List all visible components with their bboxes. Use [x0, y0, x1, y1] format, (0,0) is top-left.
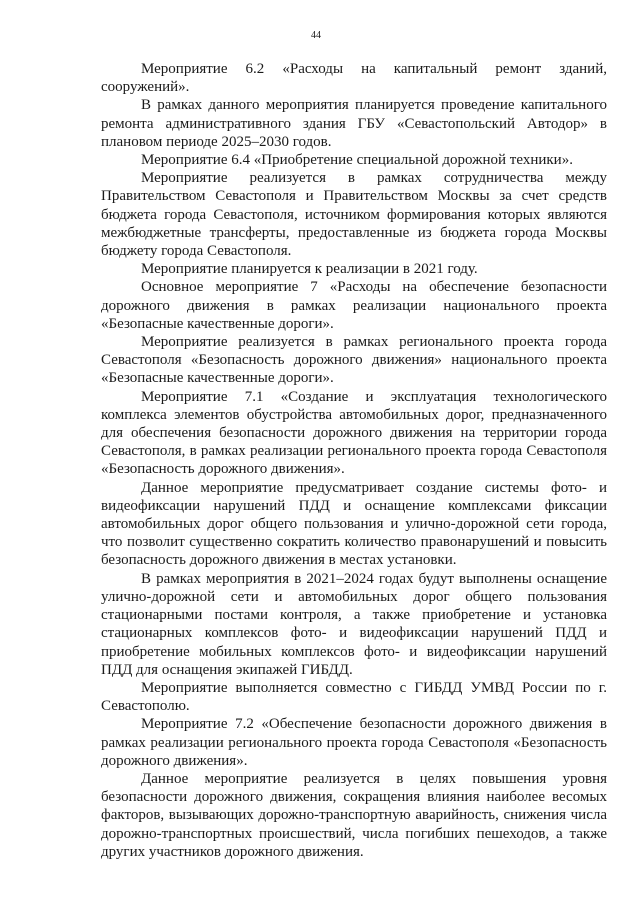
paragraph-measure-7-1: Мероприятие 7.1 «Создание и эксплуатация технологического комплекса элементов обустройства автомобильных дорог, предназначенного для обеспечения безопасности дорожного движения на территории города Севастополя, в рамках реализации регионального проекта города Севастополя «Безопасность дорожного движения». — [101, 388, 607, 478]
document-body — [101, 60, 607, 861]
paragraph-measure-7-1-details: Данное мероприятие предусматривает создание системы фото- и видеофиксации нарушений ПДД и оснащение комплексами фиксации автомобильных дорог общего пользования и улично-дорожной сети города, что позволит существенно сократить количество правонарушений и повысить безопасность дорожного движения в местах установки. — [101, 479, 607, 569]
paragraph-measure-6-2-details: В рамках данного мероприятия планируется проведение капитального ремонта административного здания ГБУ «Севастопольский Автодор» в плановом периоде 2025–2030 годов. — [101, 97, 607, 150]
page-number: 44 — [311, 30, 321, 41]
paragraph-measure-7-1-partner: Мероприятие выполняется совместно с ГИБДД УМВД России по г. Севастополю. — [101, 679, 607, 715]
paragraph-main-measure-7: Основное мероприятие 7 «Расходы на обеспечение безопасности дорожного движения в рамках реализации национального проекта «Безопасные качественные дороги». — [101, 279, 607, 332]
paragraph-measure-6-4-details: Мероприятие реализуется в рамках сотрудничества между Правительством Севастополя и Правительством Москвы за счет средств бюджета города Севастополя, источником формирования которых являются межбюджетные трансферты, предоставленные из бюджета города Москвы бюджету города Севастополя. — [101, 170, 607, 260]
paragraph-measure-7-1-plan: В рамках мероприятия в 2021–2024 годах будут выполнены оснащение улично-дорожной сети и автомобильных дорог общего пользования стационарными постами контроля, а также приобретение и установка стационарных комплексов фото- и видеофиксации нарушений ПДД и приобретение мобильных комплексов фото- и видеофиксации нарушений ПДД для оснащения экипажей ГИБДД. — [101, 570, 607, 678]
paragraph-main-measure-7-details: Мероприятие реализуется в рамках регионального проекта города Севастополя «Безопасность дорожного движения» национального проекта «Безопасные качественные дороги». — [101, 334, 607, 387]
paragraph-measure-7-2: Мероприятие 7.2 «Обеспечение безопасности дорожного движения в рамках реализации регионального проекта города Севастополя «Безопасность дорожного движения». — [101, 716, 607, 769]
paragraph-measure-6-2: Мероприятие 6.2 «Расходы на капитальный ремонт зданий, сооружений». — [101, 61, 607, 96]
paragraph-measure-7-2-details: Данное мероприятие реализуется в целях повышения уровня безопасности дорожного движения, сокращения влияния наиболее весомых факторов, вызывающих дорожно-транспортную аварийность, снижения числа дорожно-транспортных происшествий, числа погибших пешеходов, а также других участников дорожного движения. — [101, 770, 607, 860]
paragraph-measure-6-4-year: Мероприятие планируется к реализации в 2021 году. — [141, 261, 478, 278]
paragraph-measure-6-4: Мероприятие 6.4 «Приобретение специальной дорожной техники». — [141, 152, 573, 169]
